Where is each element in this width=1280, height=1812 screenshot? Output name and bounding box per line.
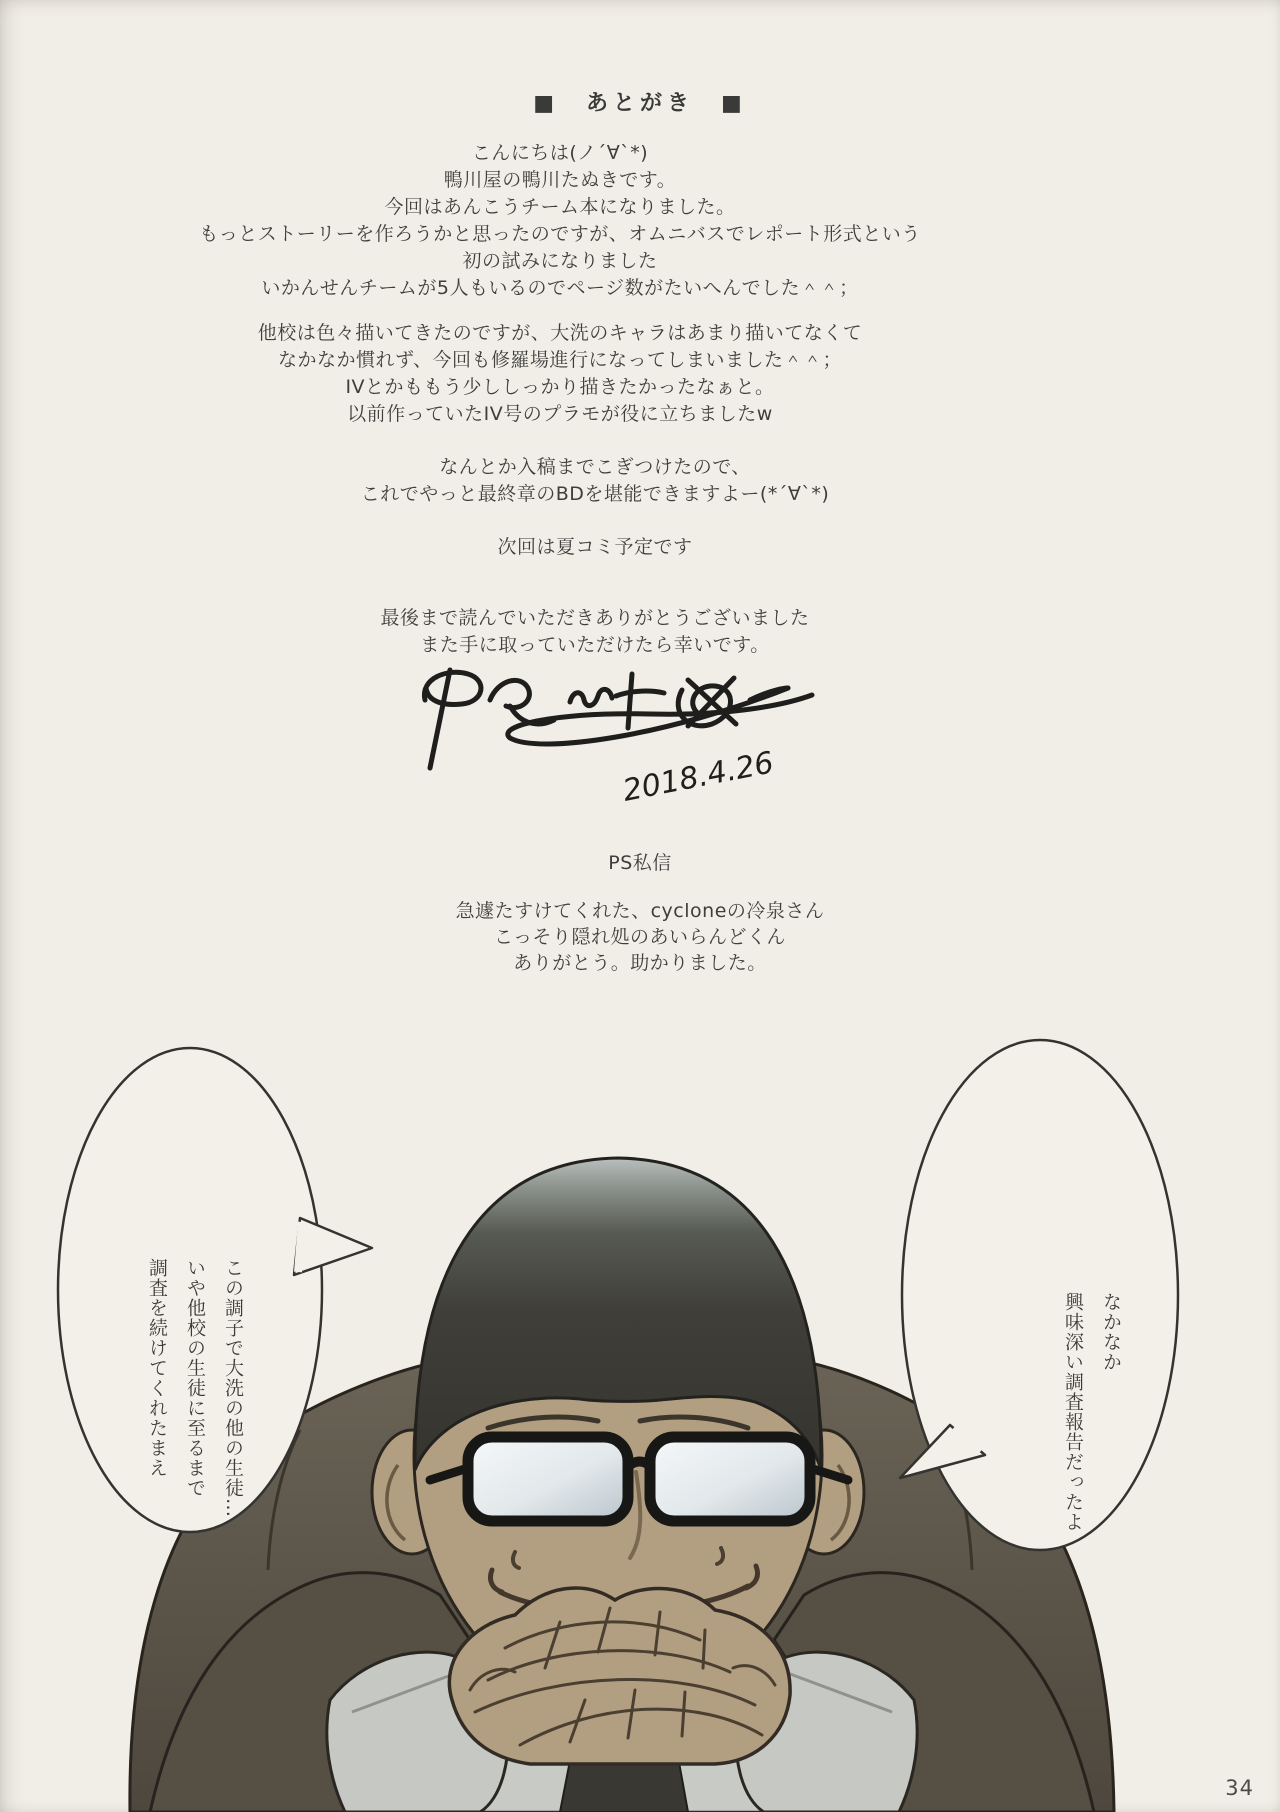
- right-bubble-text: [1050, 1292, 1130, 1562]
- afterword-paragraph-1: [0, 140, 1120, 302]
- left-bubble-text: [134, 1258, 252, 1548]
- afterword-line: 鴨川屋の鴨川たぬきです。: [443, 169, 677, 191]
- afterword-line: 次回は夏コミ予定です: [497, 536, 693, 558]
- afterword-line: また手に取っていただけたら幸いです。: [420, 634, 770, 656]
- page-title: ■ あとがき ■: [533, 91, 747, 116]
- bubble-line: なかなか: [1100, 1292, 1122, 1372]
- afterword-line: 最後まで読んでいただきありがとうございました: [380, 607, 810, 629]
- afterword-line: IVとかももう少ししっかり描きたかったなぁと。: [345, 376, 775, 398]
- bubble-line: いや他校の生徒に至るまで: [184, 1258, 206, 1498]
- afterword-paragraph-3: [0, 454, 1190, 508]
- afterword-line: 今回はあんこうチーム本になりました。: [384, 196, 736, 218]
- afterword-line: こんにちは(ノ´∀`*): [471, 142, 649, 164]
- bubble-line: 調査を続けてくれたまえ: [146, 1258, 168, 1478]
- ps-title: PS私信: [608, 852, 672, 874]
- afterword-line: なかなか慣れず、今回も修羅場進行になってしまいました＾＾；: [278, 349, 842, 371]
- page-number: 34: [1225, 1776, 1254, 1800]
- bubble-line: 興味深い調査報告だったよ: [1062, 1292, 1084, 1532]
- afterword-line: 他校は色々描いてきたのですが、大洗のキャラはあまり描いてなくて: [257, 322, 863, 344]
- afterword-line: 初の試みになりました: [462, 250, 658, 272]
- signature-date: 2018.4.26: [620, 745, 777, 809]
- afterword-line: これでやっと最終章のBDを堪能できますよー(*´∀`*): [360, 483, 830, 505]
- author-signature: [370, 640, 850, 820]
- right-speech-bubble: [900, 1040, 1178, 1550]
- ps-line: 急遽たすけてくれた、cycloneの冷泉さん: [455, 900, 825, 922]
- ps-line: ありがとう。助かりました。: [513, 952, 767, 974]
- afterword-line: なんとか入稿までこぎつけたので、: [439, 456, 751, 478]
- afterword-line: いかんせんチームが5人もいるのでページ数がたいへんでした＾＾；: [261, 277, 859, 299]
- afterword-paragraph-4: [0, 534, 1190, 561]
- bubble-line: この調子で大洗の他の生徒…: [222, 1258, 244, 1518]
- ps-line: こっそり隠れ処のあいらんどくん: [493, 926, 787, 948]
- afterword-line: もっとストーリーを作ろうかと思ったのですが、オムニバスでレポート形式という: [199, 223, 921, 245]
- ps-note: [0, 898, 1280, 976]
- afterword-paragraph-2: [0, 320, 1120, 428]
- afterword-line: 以前作っていたIV号のプラモが役に立ちましたw: [347, 403, 773, 425]
